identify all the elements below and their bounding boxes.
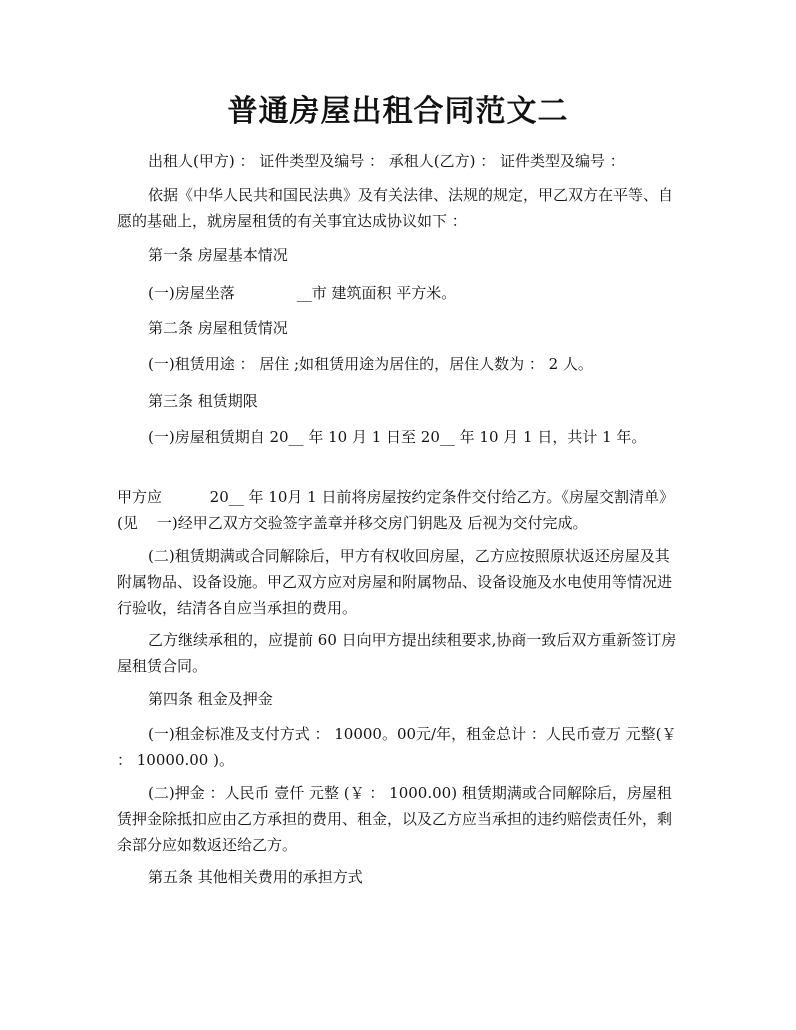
article-4-heading: 第四条 租金及押金 [148,690,273,708]
article-4-clause-1: (一)租金标准及支付方式 ： 10000。00元/年，租金总计 ：人民币壹万 元整(￥ ： 10000.00 )。 [117,725,682,769]
article-1-heading: 第一条 房屋基本情况 [148,246,288,264]
article-4-clause-2: (二)押金 ：人民币 壹仟 元整 (￥ ： 1000.00) 租赁期满或合同解除后，房屋租赁押金除抵扣应由乙方承担的费用、租金，以及乙方应当承担的违约赔偿责任外，剩余部分应如数返还给乙方。 [117,784,673,854]
article-3-heading: 第三条 租赁期限 [148,392,258,410]
document-title: 普通房屋出租合同范文二 [227,94,569,129]
preamble-paragraph: 依据《中华人民共和国民法典》及有关法律、法规的规定，甲乙双方在平等、自愿的基础上，就房屋租赁的有关事宜达成协议如下 ： [117,186,674,230]
article-3-delivery-paragraph: 甲方应 20__ 年 10月 1 日前将房屋按约定条件交付给乙方。《房屋交割清单》(见 一)经甲乙双方交验签字盖章并移交房门钥匙及 后视为交付完成。 [117,488,674,532]
article-2-clause-1: (一)租赁用途 ： 居住 ;如租赁用途为居住的，居住人数为 ： 2 人。 [148,355,593,373]
article-5-heading: 第五条 其他相关费用的承担方式 [148,868,363,886]
party-info-line: 出租人(甲方) ： 证件类型及编号 ： 承租人(乙方) ： 证件类型及编号 ： [148,152,625,170]
article-3-clause-1: (一)房屋租赁期自 20__ 年 10 月 1 日至 20__ 年 10 月 1 日，共计 1 年。 [148,428,647,446]
article-2-heading: 第二条 房屋租赁情况 [148,319,288,337]
article-3-renewal-paragraph: 乙方继续承租的，应提前 60 日向甲方提出续租要求,协商一致后双方重新签订房屋租赁合同。 [117,631,677,675]
article-3-clause-2: (二)租赁期满或合同解除后，甲方有权收回房屋，乙方应按照原状返还房屋及其附属物品、设备设施。甲乙双方应对房屋和附属物品、设备设施及水电使用等情况进行验收，结清各自应当承担的费用。 [117,547,673,617]
article-1-clause-1: (一)房屋坐落 __市 建筑面积 平方米。 [148,284,457,302]
